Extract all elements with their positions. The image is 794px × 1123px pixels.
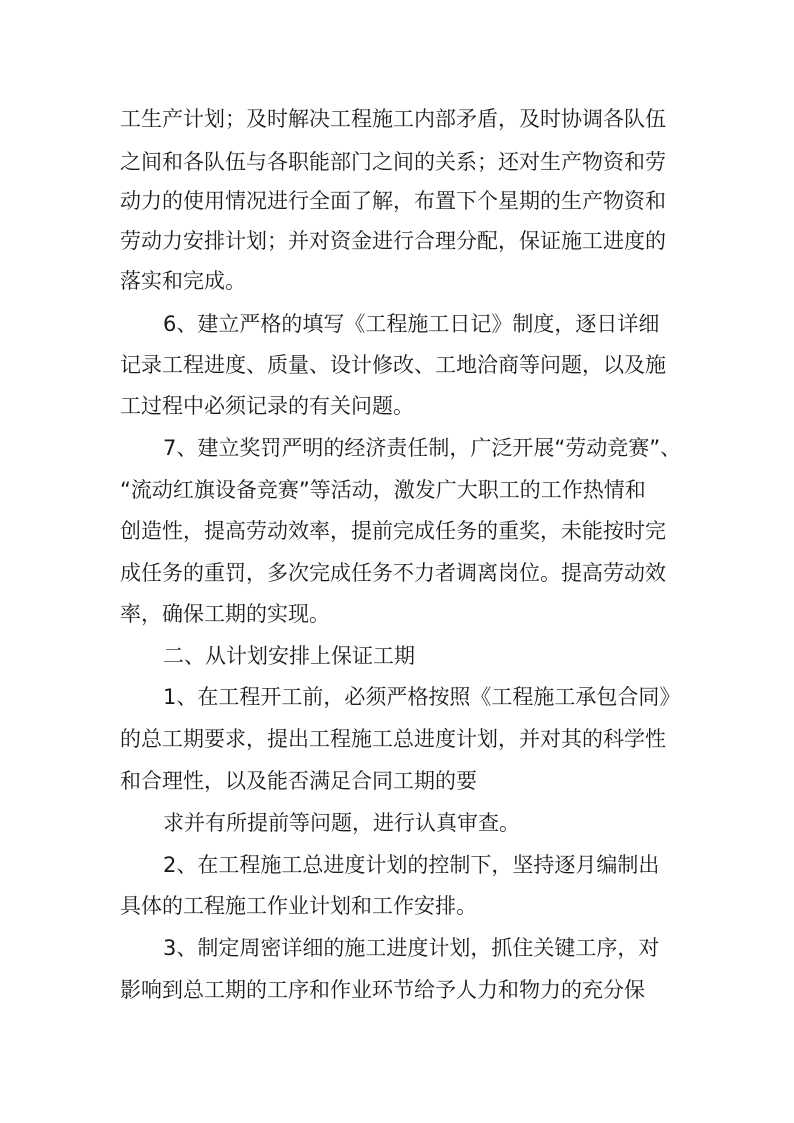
text-line-1: 工生产计划；及时解决工程施工内部矛盾，及时协调各队伍 (120, 107, 666, 131)
text-line-20: 具体的工程施工作业计划和工作安排。 (120, 894, 477, 918)
text-line-19: 2、在工程施工总进度计划的控制下，坚持逐月编制出 (163, 853, 660, 877)
text-line-8: 工过程中必须记录的有关问题。 (120, 394, 414, 418)
text-line-11: 创造性，提高劳动效率，提前完成任务的重奖，未能按时完 (120, 519, 666, 543)
text-line-13: 率，确保工期的实现。 (120, 602, 330, 626)
text-line-4: 劳动力安排计划；并对资金进行合理分配，保证施工进度的 (120, 229, 666, 253)
text-line-12: 成任务的重罚，多次完成任务不力者调离岗位。提高劳动效 (120, 561, 666, 585)
text-line-2: 之间和各队伍与各职能部门之间的关系；还对生产物资和劳 (120, 150, 666, 174)
text-line-18: 求并有所提前等问题，进行认真审查。 (163, 811, 520, 835)
text-line-7: 记录工程进度、质量、设计修改、工地洽商等问题，以及施 (120, 353, 666, 377)
text-line-16: 的总工期要求，提出工程施工总进度计划，并对其的科学性 (120, 727, 666, 751)
section-heading: 二、从计划安排上保证工期 (163, 644, 415, 668)
text-line-3: 动力的使用情况进行全面了解，布置下个星期的生产物资和 (120, 189, 666, 213)
text-line-15: 1、在工程开工前，必须严格按照《工程施工承包合同》 (163, 685, 681, 709)
text-line-21: 3、制定周密详细的施工进度计划，抓住关键工序，对 (163, 936, 660, 960)
text-line-5: 落实和完成。 (120, 269, 246, 293)
text-line-22: 影响到总工期的工序和作业环节给予人力和物力的充分保 (120, 978, 645, 1002)
text-line-6: 6、建立严格的填写《工程施工日记》制度，逐日详细 (163, 312, 660, 336)
text-line-9: 7、建立奖罚严明的经济责任制，广泛开展“劳动竞赛”、 (163, 436, 682, 460)
text-line-10: “流动红旗设备竞赛”等活动，激发广大职工的工作热情和 (120, 478, 646, 502)
text-line-17: 和合理性，以及能否满足合同工期的要 (120, 769, 477, 793)
